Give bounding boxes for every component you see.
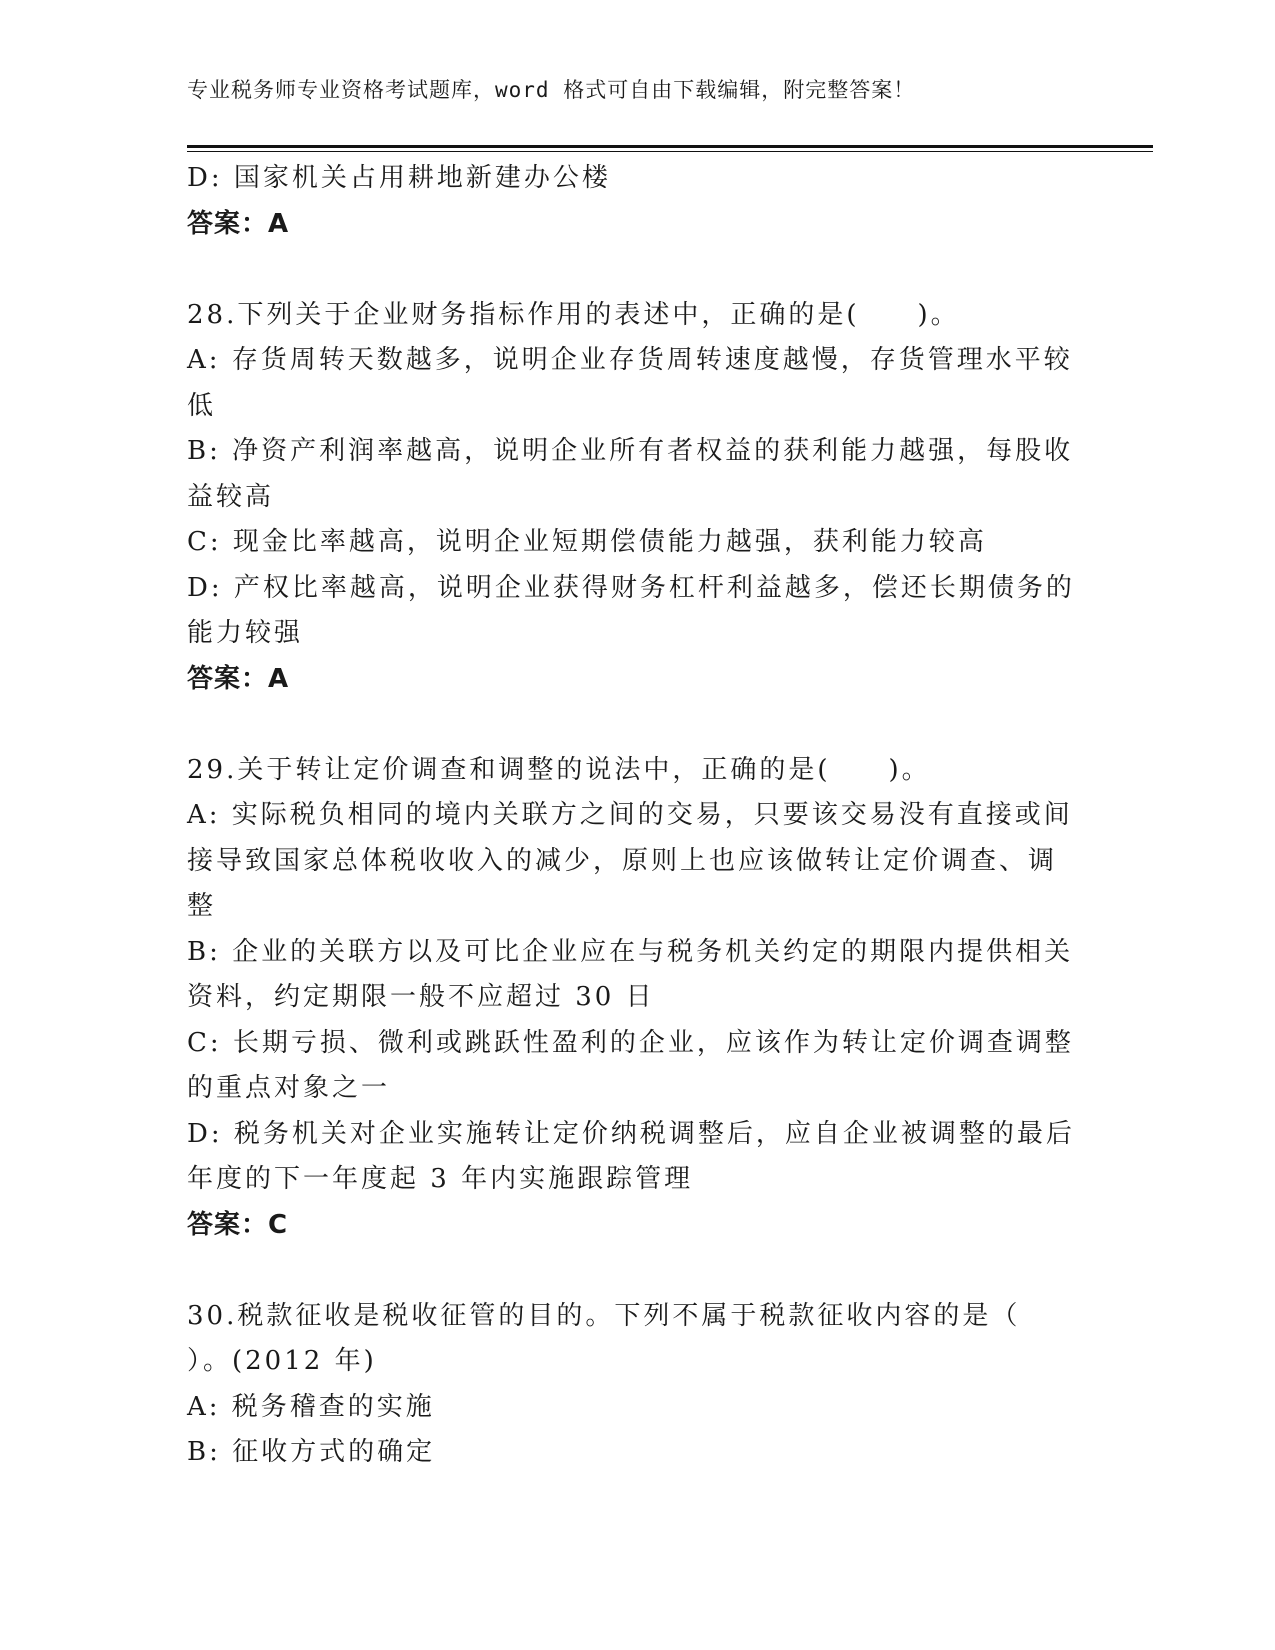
- option-text: B: 净资产利润率越高，说明企业所有者权益的获利能力越强，每股收: [187, 436, 1074, 466]
- answer-text: 答案：C: [187, 1209, 289, 1240]
- page-header: 专业税务师专业资格考试题库，word 格式可自由下载编辑，附完整答案！: [187, 78, 916, 102]
- question-text: 30.税款征收是税收征管的目的。下列不属于税款征收内容的是（: [187, 1300, 1021, 1331]
- option-text: 接导致国家总体税收收入的减少，原则上也应该做转让定价调查、调: [187, 845, 1058, 876]
- question-text: 29.关于转让定价调查和调整的说法中，正确的是( )。: [187, 754, 931, 785]
- document-body: [187, 156, 1087, 1476]
- option-text: D: 国家机关占用耕地新建办公楼: [187, 163, 611, 193]
- blank-line: [187, 1248, 1087, 1294]
- answer-text: 答案：A: [187, 663, 290, 694]
- option-text: C: 现金比率越高，说明企业短期偿债能力越强，获利能力较高: [187, 527, 987, 557]
- option-text: C: 长期亏损、微利或跳跃性盈利的企业，应该作为转让定价调查调整: [187, 1027, 1074, 1058]
- blank-line: [187, 247, 1087, 293]
- option-text: D: 税务机关对企业实施转让定价纳税调整后，应自企业被调整的最后: [187, 1118, 1075, 1149]
- option-text: A: 税务稽查的实施: [187, 1391, 435, 1422]
- option-text: 低: [187, 390, 217, 421]
- option-text: 能力较强: [187, 618, 304, 648]
- question-text: ）。(2012 年): [187, 1346, 377, 1376]
- question-text: 28.下列关于企业财务指标作用的表述中，正确的是( )。: [187, 299, 960, 330]
- option-text: A: 实际税负相同的境内关联方之间的交易，只要该交易没有直接或间: [187, 800, 1073, 830]
- option-text: D: 产权比率越高，说明企业获得财务杠杆利益越多，偿还长期债务的: [187, 572, 1075, 603]
- option-text: 的重点对象之一: [187, 1073, 391, 1103]
- option-text: 年度的下一年度起 3 年内实施跟踪管理: [187, 1164, 694, 1194]
- header-divider-thin: [187, 151, 1153, 152]
- option-text: 资料，约定期限一般不应超过 30 日: [187, 982, 655, 1012]
- option-text: 整: [187, 891, 217, 921]
- option-text: 益较高: [187, 481, 275, 512]
- answer-text: 答案：A: [187, 208, 290, 239]
- option-text: B: 征收方式的确定: [187, 1437, 436, 1467]
- header-divider-thick: [187, 145, 1153, 148]
- option-text: B: 企业的关联方以及可比企业应在与税务机关约定的期限内提供相关: [187, 936, 1074, 967]
- blank-line: [187, 702, 1087, 748]
- option-text: A: 存货周转天数越多，说明企业存货周转速度越慢，存货管理水平较: [187, 345, 1073, 375]
